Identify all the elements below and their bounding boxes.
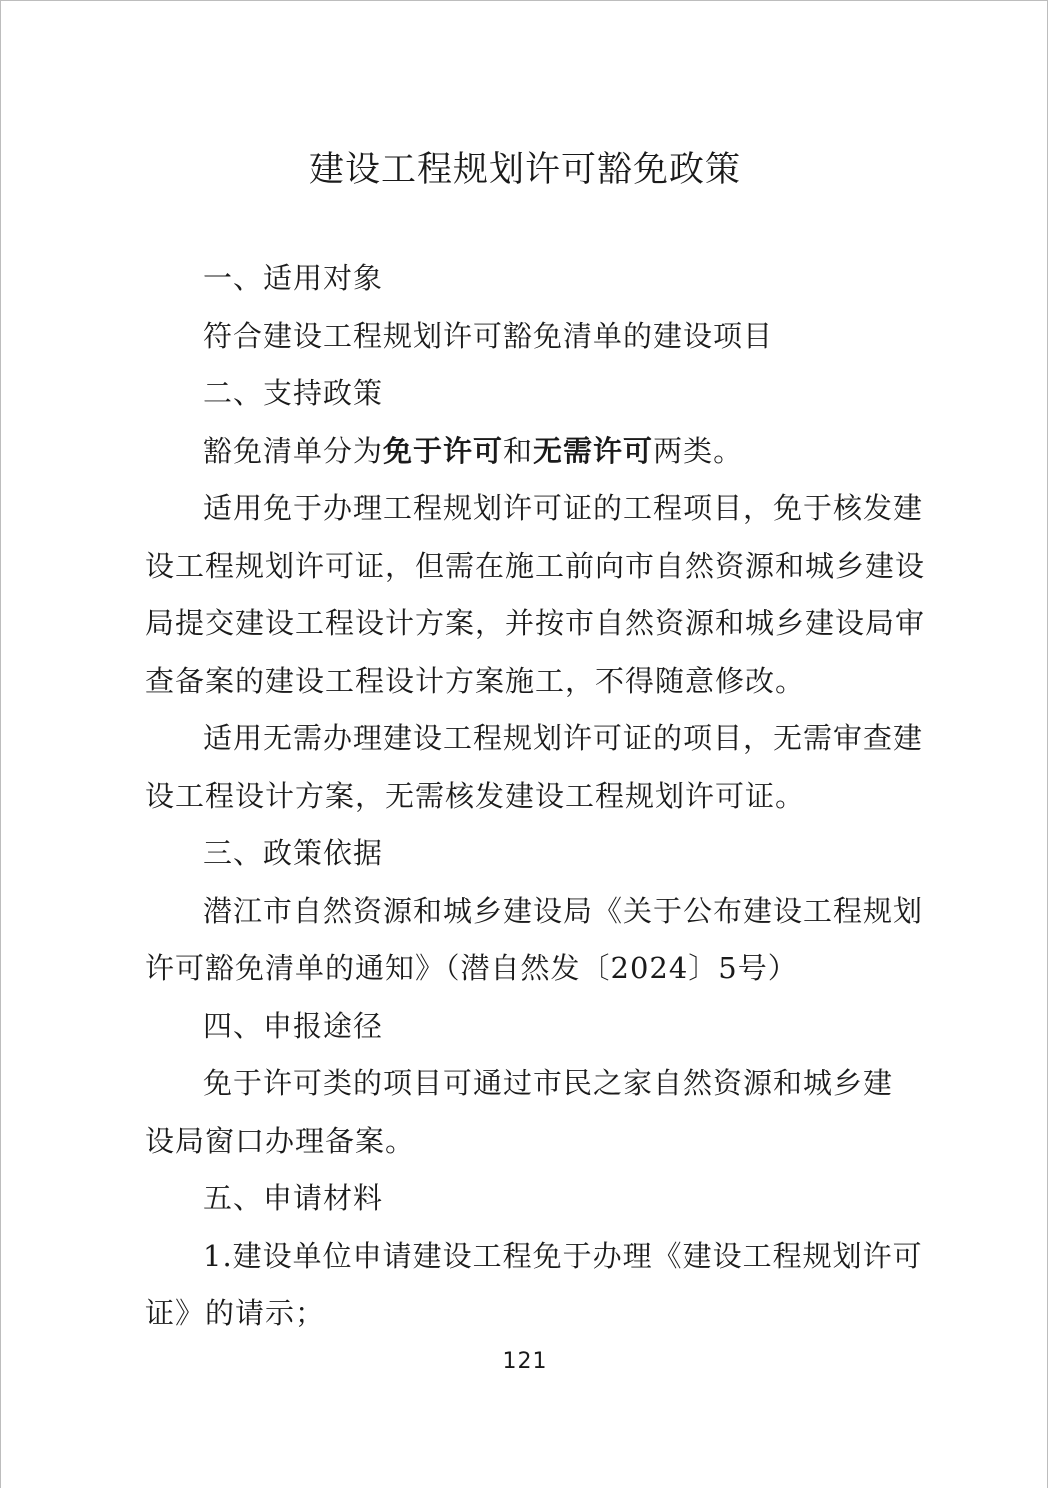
paragraph-line: 适用无需办理建设工程规划许可证的项目，无需审查建: [203, 721, 924, 755]
paragraph-line: 1.建设单位申请建设工程免于办理《建设工程规划许可: [203, 1239, 923, 1273]
text-segment: 豁免清单分为: [203, 434, 384, 468]
page-number: 121: [502, 1349, 548, 1374]
text-segment: 和: [503, 434, 534, 468]
applicable-objects-text: 符合建设工程规划许可豁免清单的建设项目: [203, 319, 774, 353]
paragraph-line: 适用免于办理工程规划许可证的工程项目，免于核发建: [203, 491, 924, 525]
paragraph-line: 设局窗口办理备案。: [145, 1124, 416, 1158]
section-heading-support-policy: 二、支持政策: [203, 376, 384, 410]
bold-term-no-permit-needed: 无需许可: [533, 434, 654, 468]
document-title: 建设工程规划许可豁免政策: [308, 150, 741, 190]
paragraph-line: 免于许可类的项目可通过市民之家自然资源和城乡建: [203, 1066, 894, 1100]
exemption-categories-paragraph: [203, 431, 915, 471]
section-heading-applicable-objects: 一、适用对象: [203, 261, 384, 295]
section-heading-application-channel: 四、申报途径: [203, 1009, 384, 1043]
section-heading-policy-basis: 三、政策依据: [203, 836, 384, 870]
section-heading-application-materials: 五、申请材料: [203, 1181, 384, 1215]
paragraph-line: 许可豁免清单的通知》（潜自然发〔2024〕5号）: [145, 951, 798, 985]
paragraph-line: 证》的请示；: [145, 1296, 326, 1330]
paragraph-line: 设工程规划许可证，但需在施工前向市自然资源和城乡建设: [145, 549, 926, 583]
paragraph-line: 查备案的建设工程设计方案施工，不得随意修改。: [145, 664, 806, 698]
paragraph-line: 潜江市自然资源和城乡建设局《关于公布建设工程规划: [203, 894, 924, 928]
paragraph-line: 设工程设计方案，无需核发建设工程规划许可证。: [145, 779, 806, 813]
paragraph-line: 局提交建设工程设计方案，并按市自然资源和城乡建设局审: [145, 606, 926, 640]
bold-term-exempt-from-permit: 免于许可: [383, 434, 504, 468]
text-segment: 两类。: [653, 434, 744, 468]
